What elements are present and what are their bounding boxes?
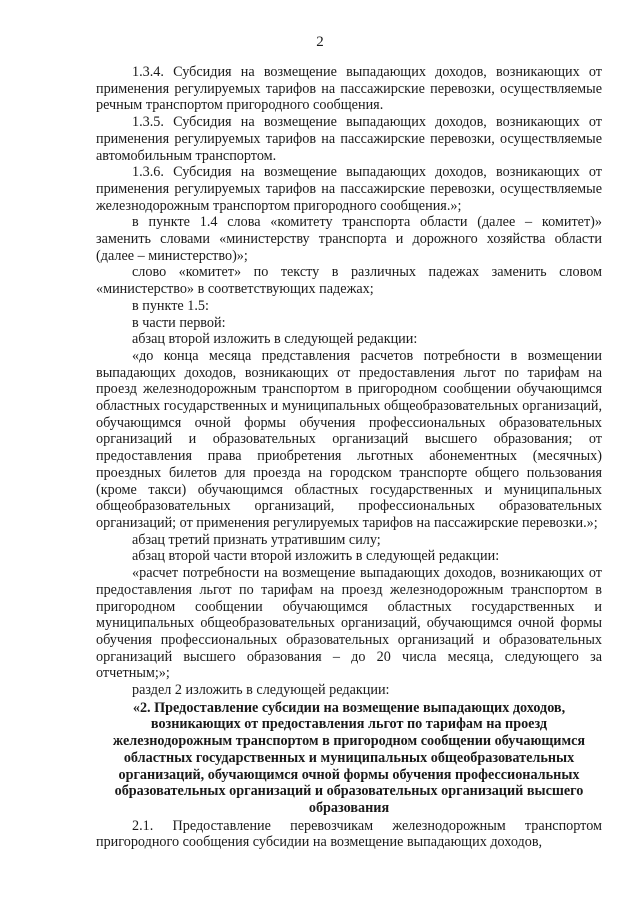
paragraph-item-1-4: в пункте 1.4 слова «комитету транспорта области (далее – комитет)» заменить словами «министерству транспорта и дорожного хозяйства области (далее – министерство)»; xyxy=(96,214,602,264)
paragraph-1-3-4: 1.3.4. Субсидия на возмещение выпадающих доходов, возникающих от применения регулируемых тарифов на пассажирские перевозки, осуществляемые речным транспортом пригородного сообщения. xyxy=(96,64,602,114)
section-2-heading xyxy=(96,700,602,817)
paragraph-part-one: в части первой: xyxy=(132,314,226,331)
heading-line: возникающих от предоставления льгот по тарифам на проезд xyxy=(150,716,548,733)
document-body xyxy=(96,64,602,851)
paragraph-section-2: раздел 2 изложить в следующей редакции: xyxy=(132,682,390,699)
paragraph-third-abzac-void: абзац третий признать утратившим силу; xyxy=(132,531,381,548)
heading-line: «2. Предоставление субсидии на возмещение выпадающих доходов, xyxy=(132,699,566,716)
paragraph-item-1-5: в пункте 1.5: xyxy=(132,297,209,314)
heading-line: образовательных организаций и образовательных организаций высшего xyxy=(114,783,584,800)
paragraph-replace-word: слово «комитет» по тексту в различных падежах заменить словом «министерство» в соответствующих падежах; xyxy=(96,264,602,298)
paragraph-1-3-6: 1.3.6. Субсидия на возмещение выпадающих доходов, возникающих от применения регулируемых тарифов на пассажирские перевозки, осуществляемые железнодорожным транспортом пригородного сообщения.»; xyxy=(96,164,602,214)
heading-line: областных государственных и муниципальных общеобразовательных xyxy=(123,749,575,766)
heading-line: железнодорожным транспортом в пригородном сообщении обучающимся xyxy=(112,733,586,750)
paragraph-2-1: 2.1. Предоставление перевозчикам железнодорожным транспортом пригородного сообщения субсидии на возмещение выпадающих доходов, xyxy=(96,817,602,851)
paragraph-quoted-text-2: «расчет потребности на возмещение выпадающих доходов, возникающих от предоставления льгот по тарифам на проезд железнодорожным транспортом в пригородном сообщении обучающимся областных государственных и муниципальных общеобразовательных организаций, обучающимся очной формы обучения профессиональных образовательных организаций и образовательных организаций высшего образования – до 20 числа месяца, следующего за отчетным;»; xyxy=(96,565,602,682)
paragraph-second-abzac: абзац второй изложить в следующей редакции: xyxy=(132,331,418,348)
paragraph-part-two: абзац второй части второй изложить в следующей редакции: xyxy=(132,548,500,565)
heading-line: образования xyxy=(308,799,390,816)
heading-line: организаций, обучающимся очной формы обучения профессиональных xyxy=(118,766,580,783)
page-number: 2 xyxy=(316,34,324,50)
paragraph-1-3-5: 1.3.5. Субсидия на возмещение выпадающих доходов, возникающих от применения регулируемых тарифов на пассажирские перевозки, осуществляемые автомобильным транспортом. xyxy=(96,114,602,164)
paragraph-quoted-text-1: «до конца месяца представления расчетов потребности в возмещении выпадающих доходов, возникающих от предоставления льгот по тарифам на проезд железнодорожным транспортом в пригородном сообщении обучающимся областных государственных и муниципальных общеобразовательных организаций, обучающимся очной формы обучения профессиональных образовательных организаций и образовательных организаций высшего образования; от предоставления права приобретения льготных абонементных (месячных) проездных билетов для проезда на городском транспорте общего пользования (кроме такси) обучающимся областных государственных и муниципальных общеобразовательных организаций, профессиональных образовательных организаций; от применения регулируемых тарифов на пассажирские перевозки.»; xyxy=(96,347,602,531)
